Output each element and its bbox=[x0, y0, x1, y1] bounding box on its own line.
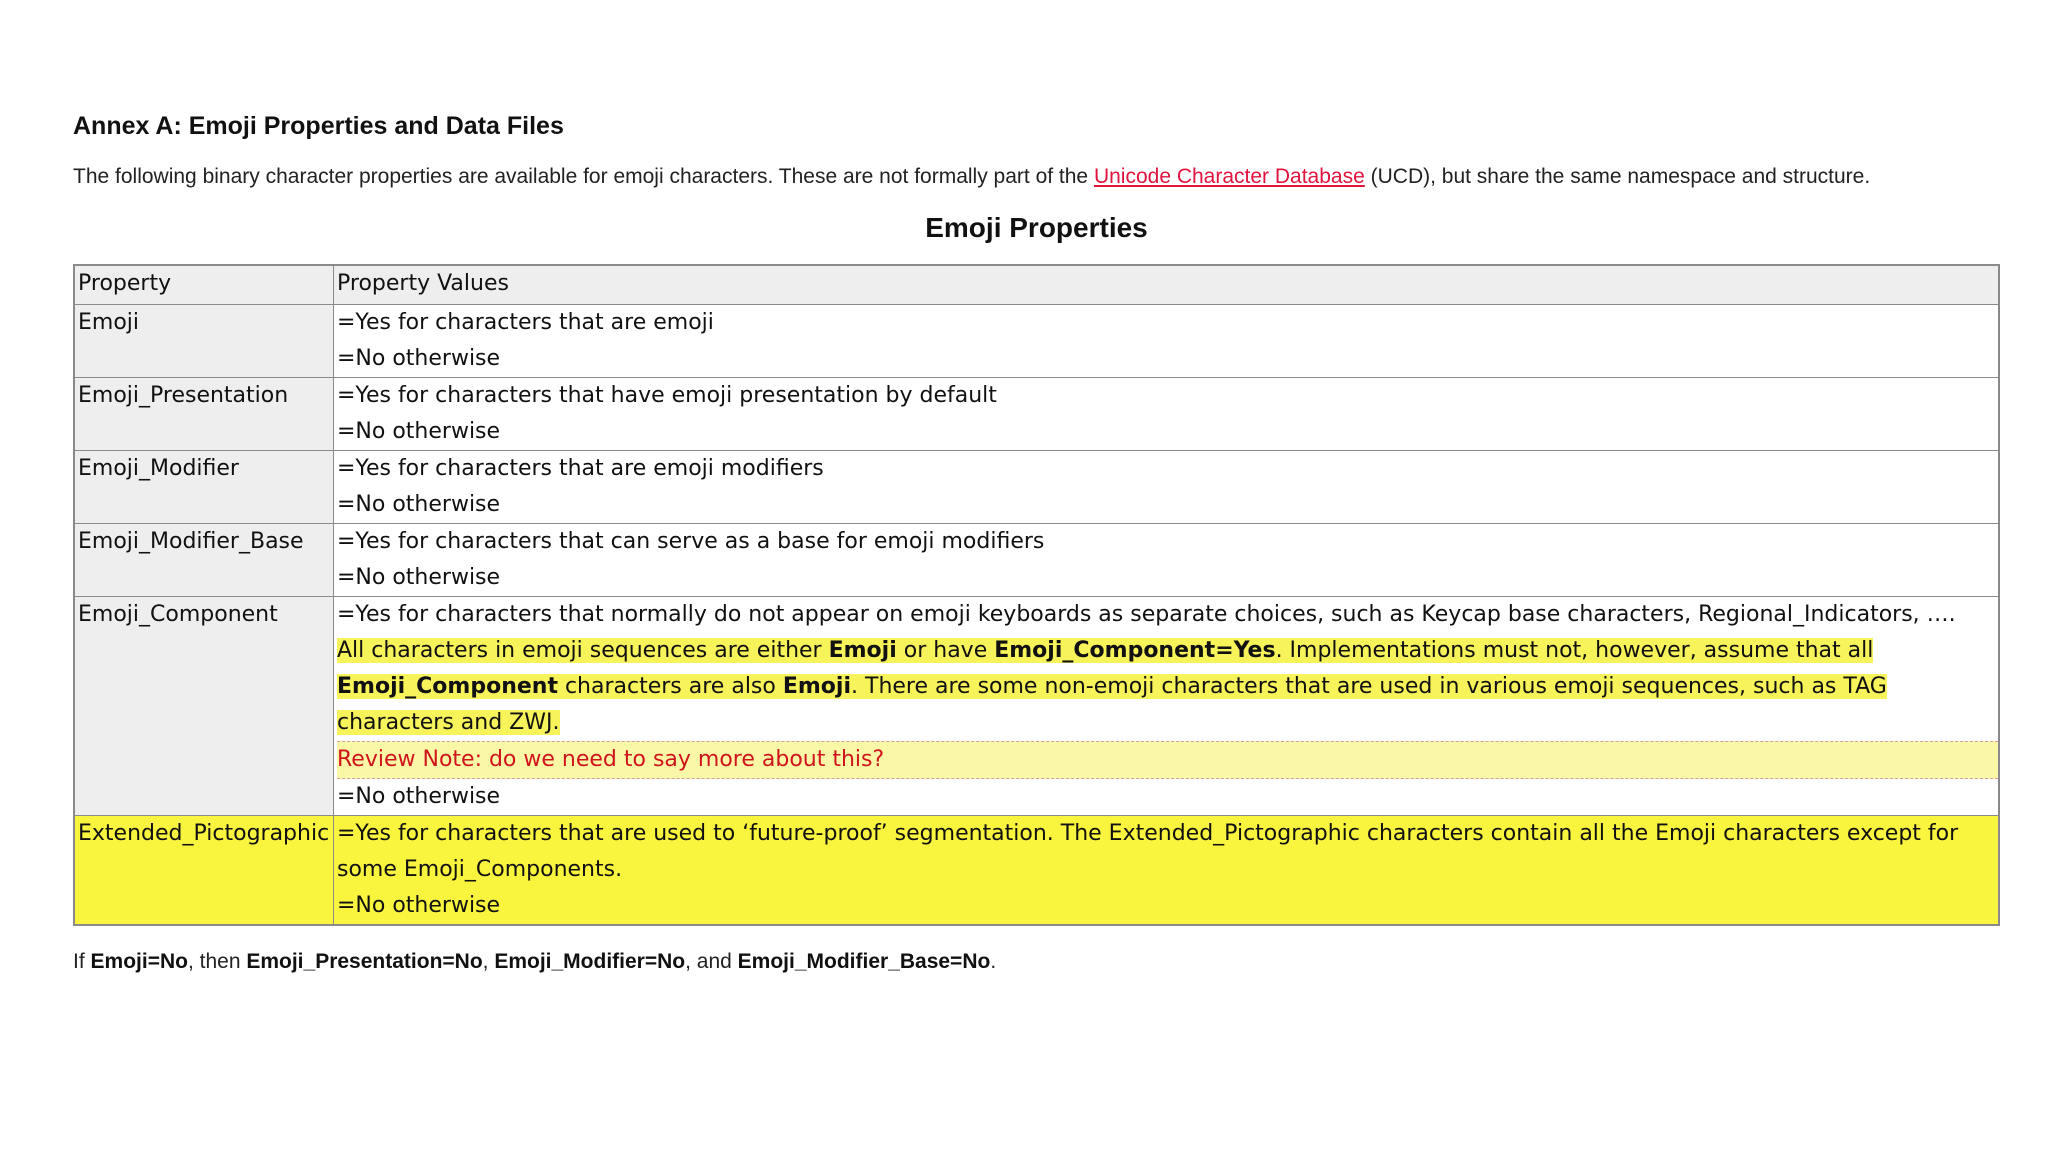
outro-text: . bbox=[990, 950, 997, 973]
table-row bbox=[74, 597, 1999, 816]
table-row-highlighted bbox=[74, 816, 1999, 926]
value-yes: =Yes for characters that are emoji modifiers bbox=[337, 456, 824, 481]
emoji-properties-table bbox=[73, 264, 2000, 926]
outro-text: , then bbox=[187, 950, 247, 973]
value-yes: =Yes for characters that can serve as a base for emoji modifiers bbox=[337, 529, 1045, 554]
hl-text: characters are also bbox=[557, 674, 783, 699]
property-values bbox=[334, 451, 2000, 524]
property-name: Extended_Pictographic bbox=[74, 816, 334, 926]
intro-text-before: The following binary character properties are available for emoji characters. These are not formally part of the bbox=[73, 165, 1094, 188]
table-row bbox=[74, 378, 1999, 451]
property-name: Emoji_Modifier_Base bbox=[74, 524, 334, 597]
value-yes: =Yes for characters that are emoji bbox=[337, 310, 714, 335]
property-values bbox=[334, 378, 2000, 451]
hl-bold: Emoji bbox=[782, 674, 852, 699]
hl-text: . There are some non-emoji characters that are used in various emoji sequences, such as TAG characters and ZWJ. bbox=[337, 674, 1887, 735]
intro-text-after: (UCD), but share the same namespace and structure. bbox=[1364, 165, 1871, 188]
table-row bbox=[74, 305, 1999, 378]
outro-bold: Emoji=No bbox=[90, 950, 188, 973]
value-yes: =Yes for characters that normally do not appear on emoji keyboards as separate choices, such as Keycap base characters, Regional_Indicators, …. bbox=[337, 602, 1956, 627]
property-name: Emoji bbox=[74, 305, 334, 378]
property-values bbox=[334, 597, 2000, 816]
outro-text: , and bbox=[685, 950, 738, 973]
annex-heading: Annex A: Emoji Properties and Data Files bbox=[73, 112, 564, 140]
intro-paragraph bbox=[73, 163, 2003, 190]
hl-bold: Emoji bbox=[828, 638, 897, 663]
property-values bbox=[334, 305, 2000, 378]
hl-text: . Implementations must not, however, assume that all bbox=[1275, 638, 1874, 663]
table-header-row bbox=[74, 265, 1999, 305]
outro-paragraph bbox=[73, 950, 2003, 974]
highlighted-paragraph bbox=[337, 633, 1998, 741]
property-name: Emoji_Component bbox=[74, 597, 334, 816]
value-no: =No otherwise bbox=[337, 893, 501, 918]
property-name: Emoji_Presentation bbox=[74, 378, 334, 451]
property-values bbox=[334, 816, 2000, 926]
document-page bbox=[73, 112, 2003, 974]
outro-text: If bbox=[73, 950, 91, 973]
outro-bold: Emoji_Modifier_Base=No bbox=[737, 950, 991, 973]
header-property-values: Property Values bbox=[334, 265, 2000, 305]
property-name: Emoji_Modifier bbox=[74, 451, 334, 524]
outro-bold: Emoji_Presentation=No bbox=[246, 950, 483, 973]
table-row bbox=[74, 451, 1999, 524]
hl-text: All characters in emoji sequences are either bbox=[337, 638, 829, 663]
property-values bbox=[334, 524, 2000, 597]
value-yes: =Yes for characters that are used to ‘future-proof’ segmentation. The Extended_Pictographic characters contain all the Emoji characters except for some Emoji_Components. bbox=[337, 821, 1959, 882]
ucd-link[interactable]: Unicode Character Database bbox=[1093, 165, 1365, 188]
value-no: =No otherwise bbox=[337, 419, 501, 444]
hl-bold: Emoji_Component=Yes bbox=[994, 638, 1276, 663]
table-row bbox=[74, 524, 1999, 597]
hl-bold: Emoji_Component bbox=[337, 674, 558, 699]
hl-text: or have bbox=[896, 638, 995, 663]
value-no: =No otherwise bbox=[337, 565, 501, 590]
value-no: =No otherwise bbox=[337, 492, 501, 517]
header-property: Property bbox=[74, 265, 334, 305]
outro-bold: Emoji_Modifier=No bbox=[494, 950, 686, 973]
value-no: =No otherwise bbox=[337, 346, 501, 371]
value-yes: =Yes for characters that have emoji presentation by default bbox=[337, 383, 997, 408]
review-note: Review Note: do we need to say more about this? bbox=[337, 741, 1998, 779]
outro-text: , bbox=[482, 950, 495, 973]
value-no: =No otherwise bbox=[337, 784, 501, 809]
table-title: Emoji Properties bbox=[925, 212, 1148, 243]
